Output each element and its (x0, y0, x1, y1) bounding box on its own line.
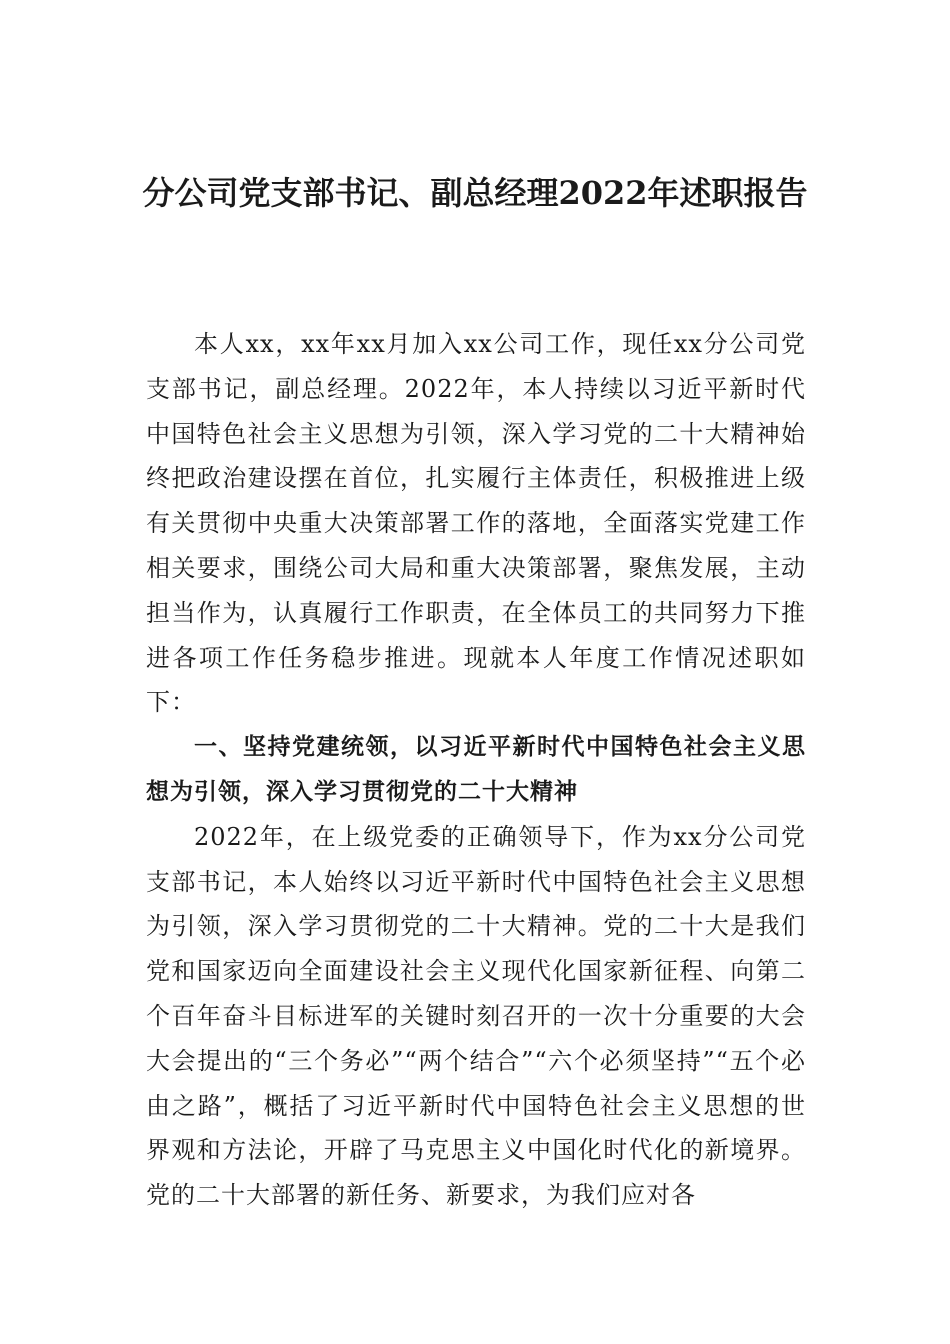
intro-paragraph: 本人xx，xx年xx月加入xx公司工作，现任xx分公司党支部书记，副总经理。2022年，本人持续以习近平新时代中国特色社会主义思想为引领，深入学习党的二十大精神始终把政治建设摆在首位，扎实履行主体责任，积极推进上级有关贯彻中央重大决策部署工作的落地，全面落实党建工作相关要求，围绕公司大局和重大决策部署，聚焦发展，主动担当作为，认真履行工作职责，在全体员工的共同努力下推进各项工作任务稳步推进。现就本人年度工作情况述职如下： (146, 330, 806, 717)
section-1-paragraph: 2022年，在上级党委的正确领导下，作为xx分公司党支部书记，本人始终以习近平新时代中国特色社会主义思想为引领，深入学习贯彻党的二十大精神。党的二十大是我们党和国家迈向全面建设社会主义现代化国家新征程、向第二个百年奋斗目标进军的关键时刻召开的一次十分重要的大会大会提出的“三个务必”“两个结合”“六个必须坚持”“五个必由之路”，概括了习近平新时代中国特色社会主义思想的世界观和方法论，开辟了马克思主义中国化时代化的新境界。党的二十大部署的新任务、新要求，为我们应对各 (146, 822, 806, 1210)
document-body (146, 322, 806, 1218)
document-title: 分公司党支部书记、副总经理2022年述职报告 (142, 174, 808, 212)
section-heading-1: 一、坚持党建统领，以习近平新时代中国特色社会主义思想为引领，深入学习贯彻党的二十大精神 (146, 734, 806, 805)
